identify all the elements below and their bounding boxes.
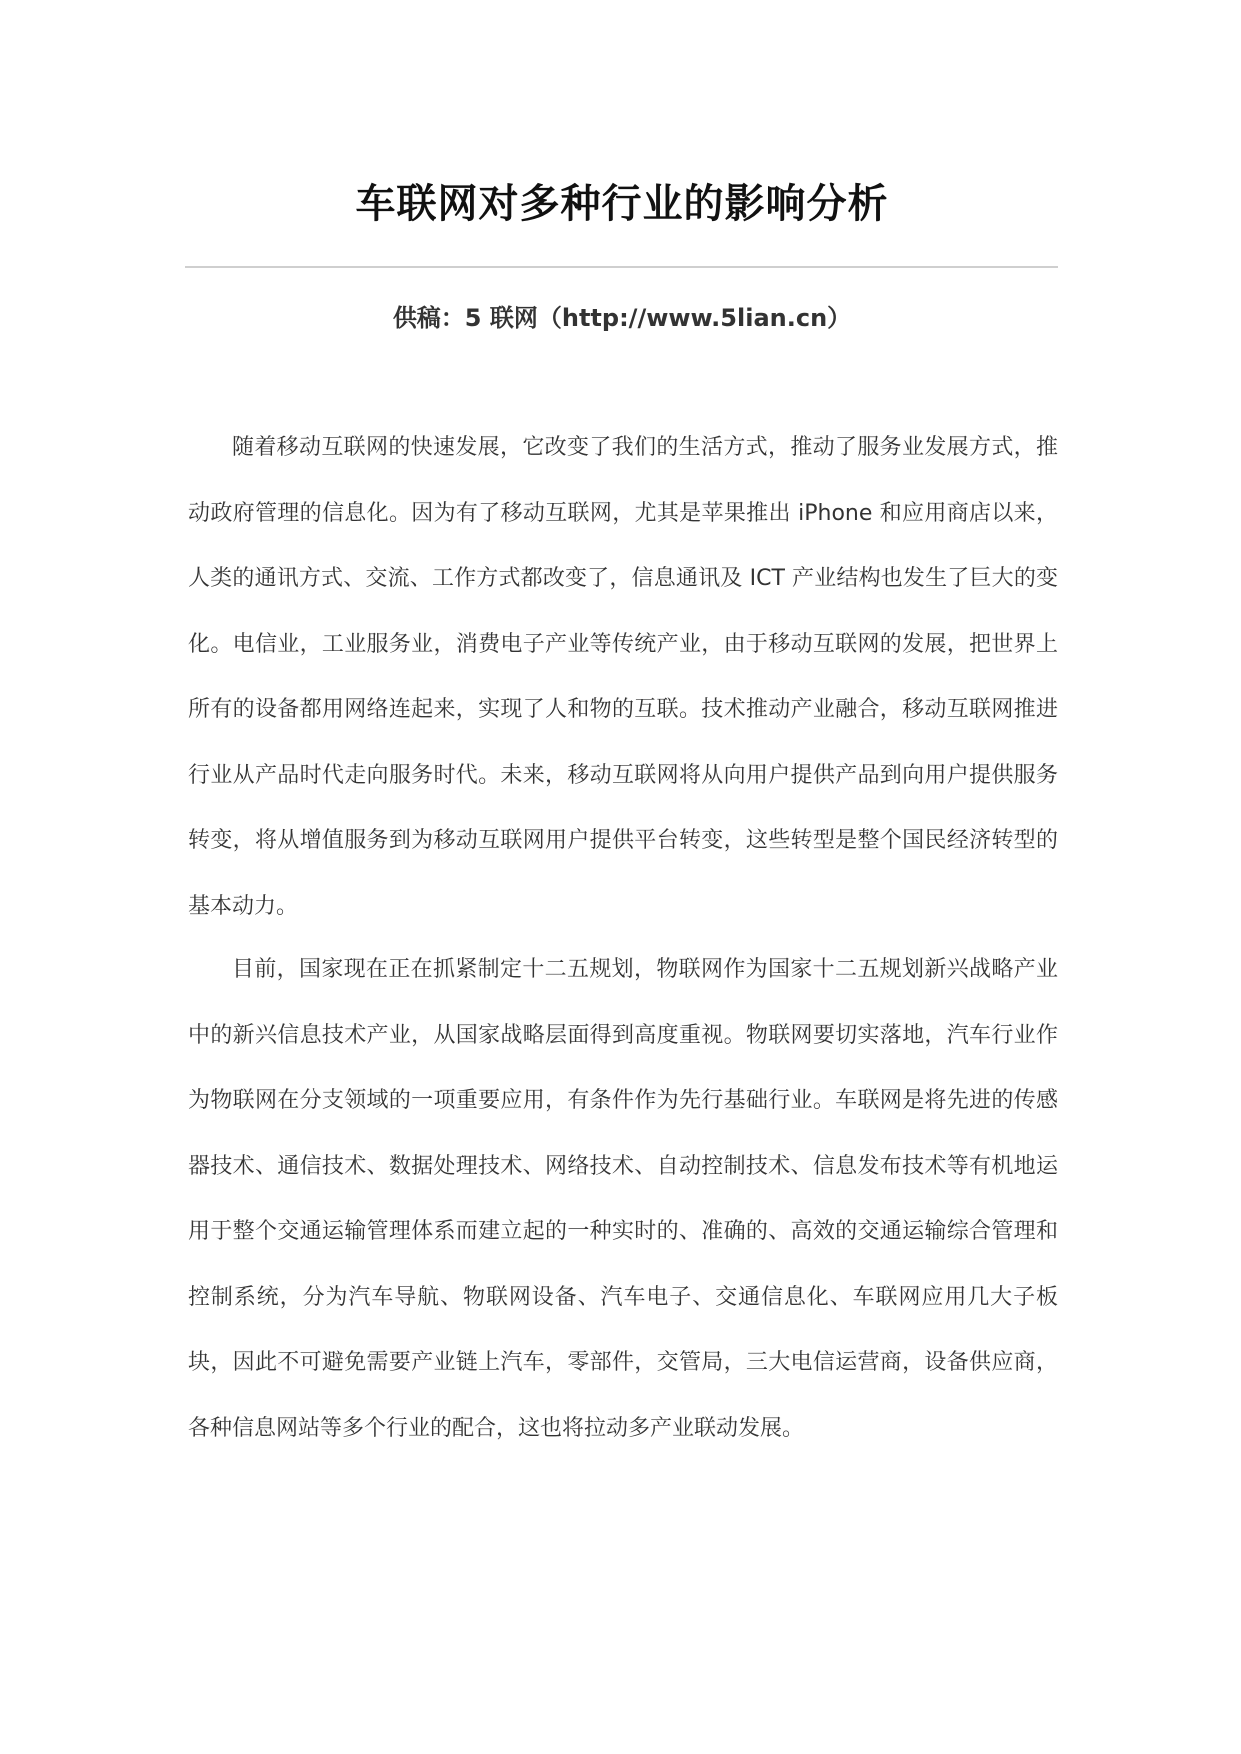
title-divider: [185, 266, 1058, 268]
source-line: 供稿：5 联网（http://www.5lian.cn）: [392, 304, 852, 332]
document-title: 车联网对多种行业的影响分析: [355, 181, 889, 227]
body-paragraph-1: 随着移动互联网的快速发展，它改变了我们的生活方式，推动了服务业发展方式，推动政府管理的信息化。因为有了移动互联网，尤其是苹果推出 iPhone 和应用商店以来，人类的通讯方式、交流、工作方式都改变了，信息通讯及 ICT 产业结构也发生了巨大的变化。电信业，工业服务业，消费电子产业等传统产业，由于移动互联网的发展，把世界上所有的设备都用网络连起来，实现了人和物的互联。技术推动产业融合，移动互联网推进行业从产品时代走向服务时代。未来，移动互联网将从向用户提供产品到向用户提供服务转变，将从增值服务到为移动互联网用户提供平台转变，这些转型是整个国民经济转型的基本动力。: [188, 435, 1058, 919]
body-paragraph-2: 目前，国家现在正在抓紧制定十二五规划，物联网作为国家十二五规划新兴战略产业中的新兴信息技术产业，从国家战略层面得到高度重视。物联网要切实落地，汽车行业作为物联网在分支领域的一项重要应用，有条件作为先行基础行业。车联网是将先进的传感器技术、通信技术、数据处理技术、网络技术、自动控制技术、信息发布技术等有机地运用于整个交通运输管理体系而建立起的一种实时的、准确的、高效的交通运输综合管理和控制系统，分为汽车导航、物联网设备、汽车电子、交通信息化、车联网应用几大子板块，因此不可避免需要产业链上汽车，零部件，交管局，三大电信运营商，设备供应商，各种信息网站等多个行业的配合，这也将拉动多产业联动发展。: [188, 957, 1058, 1441]
